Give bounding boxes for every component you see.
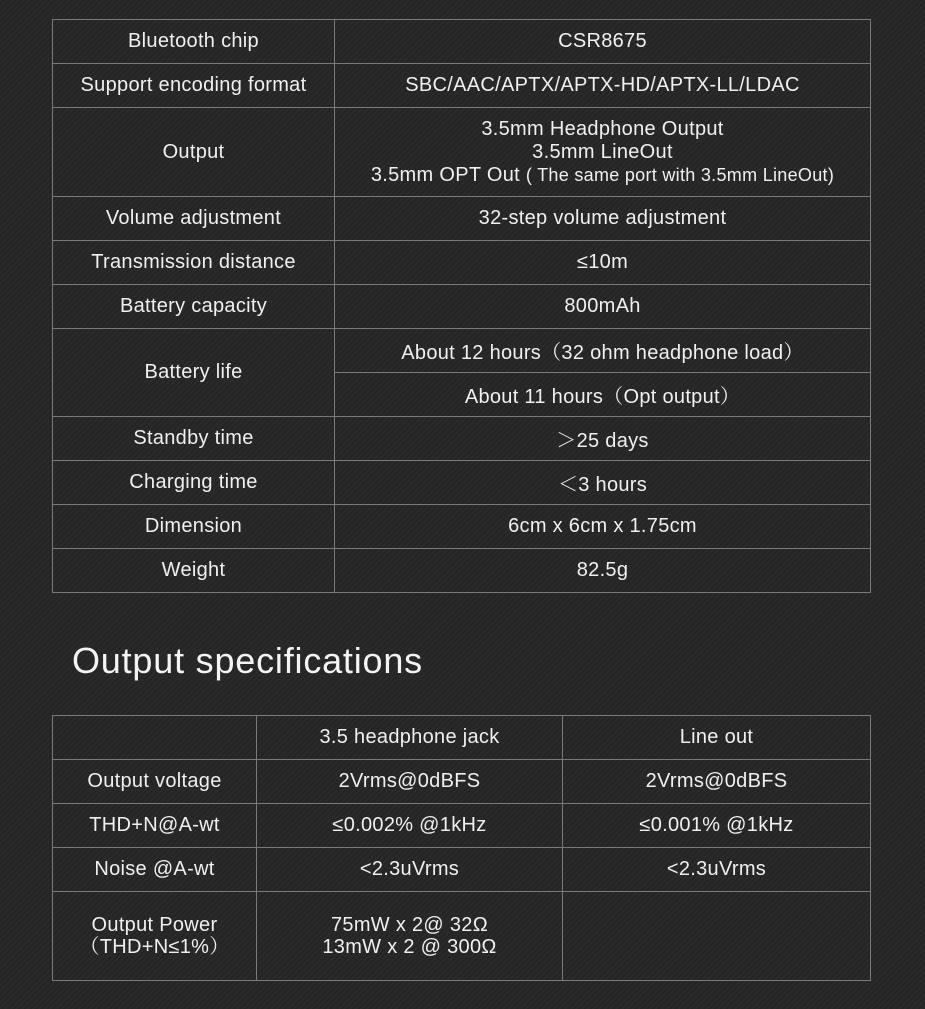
spec-row-distance bbox=[53, 241, 871, 285]
lineout-value: 2Vrms@0dBFS bbox=[563, 760, 871, 804]
output-line-lineout: 3.5mm LineOut bbox=[532, 140, 673, 163]
lineout-value: <2.3uVrms bbox=[563, 848, 871, 892]
spec-row-weight bbox=[53, 549, 871, 593]
headphone-value: 2Vrms@0dBFS bbox=[257, 760, 563, 804]
spec-value: ≤10m bbox=[335, 241, 871, 285]
headphone-power-value bbox=[257, 892, 563, 981]
row-label: Noise @A-wt bbox=[53, 848, 257, 892]
spec-row-charging bbox=[53, 461, 871, 505]
output-opt-note: ( The same port with 3.5mm LineOut) bbox=[525, 164, 835, 185]
power-32ohm: 75mW x 2@ 32Ω bbox=[331, 914, 488, 936]
output-header-row bbox=[53, 716, 871, 760]
power-label-condition: （THD+N≤1%） bbox=[79, 936, 230, 958]
spec-row-output bbox=[53, 108, 871, 197]
output-row-noise bbox=[53, 848, 871, 892]
spec-label: Standby time bbox=[53, 417, 335, 461]
spec-label: Charging time bbox=[53, 461, 335, 505]
header-cell-headphone: 3.5 headphone jack bbox=[257, 716, 563, 760]
header-cell-lineout: Line out bbox=[563, 716, 871, 760]
output-row-power bbox=[53, 892, 871, 981]
output-line-headphone: 3.5mm Headphone Output bbox=[481, 117, 724, 140]
lineout-power-value bbox=[563, 892, 871, 981]
spec-label: Battery life bbox=[53, 329, 335, 417]
spec-label: Battery capacity bbox=[53, 285, 335, 329]
row-label: THD+N@A-wt bbox=[53, 804, 257, 848]
spec-value: CSR8675 bbox=[335, 20, 871, 64]
spec-row-battery-life-1 bbox=[53, 329, 871, 373]
output-row-thd bbox=[53, 804, 871, 848]
spec-value: 82.5g bbox=[335, 549, 871, 593]
header-cell-empty bbox=[53, 716, 257, 760]
headphone-value: <2.3uVrms bbox=[257, 848, 563, 892]
row-label-power bbox=[53, 892, 257, 981]
spec-value: 800mAh bbox=[335, 285, 871, 329]
spec-row-standby bbox=[53, 417, 871, 461]
output-opt-label: 3.5mm OPT Out bbox=[370, 163, 520, 186]
spec-row-dimension bbox=[53, 505, 871, 549]
spec-value: 6cm x 6cm x 1.75cm bbox=[335, 505, 871, 549]
spec-label: Output bbox=[53, 108, 335, 197]
row-label: Output voltage bbox=[53, 760, 257, 804]
spec-row-volume bbox=[53, 197, 871, 241]
spec-label: Weight bbox=[53, 549, 335, 593]
spec-label: Dimension bbox=[53, 505, 335, 549]
spec-label: Volume adjustment bbox=[53, 197, 335, 241]
spec-value: 32-step volume adjustment bbox=[335, 197, 871, 241]
spec-row-capacity bbox=[53, 285, 871, 329]
output-line-opt bbox=[339, 164, 866, 187]
spec-label: Transmission distance bbox=[53, 241, 335, 285]
power-300ohm: 13mW x 2 @ 300Ω bbox=[322, 936, 497, 958]
power-label-main: Output Power bbox=[91, 914, 218, 936]
spec-label: Support encoding format bbox=[53, 64, 335, 108]
spec-value: ＞25 days bbox=[335, 417, 871, 461]
headphone-value: ≤0.002% @1kHz bbox=[257, 804, 563, 848]
spec-value: SBC/AAC/APTX/APTX-HD/APTX-LL/LDAC bbox=[335, 64, 871, 108]
output-row-voltage bbox=[53, 760, 871, 804]
lineout-value: ≤0.001% @1kHz bbox=[563, 804, 871, 848]
spec-row-encoding bbox=[53, 64, 871, 108]
spec-value: About 12 hours（32 ohm headphone load） bbox=[335, 329, 871, 373]
spec-value: ＜3 hours bbox=[335, 461, 871, 505]
spec-value: About 11 hours（Opt output） bbox=[335, 373, 871, 417]
section-title: Output specifications bbox=[72, 640, 423, 681]
spec-row-bluetooth-chip bbox=[53, 20, 871, 64]
spec-label: Bluetooth chip bbox=[53, 20, 335, 64]
spec-value-output bbox=[335, 108, 871, 197]
output-spec-table bbox=[52, 715, 871, 981]
specs-table bbox=[52, 19, 871, 593]
